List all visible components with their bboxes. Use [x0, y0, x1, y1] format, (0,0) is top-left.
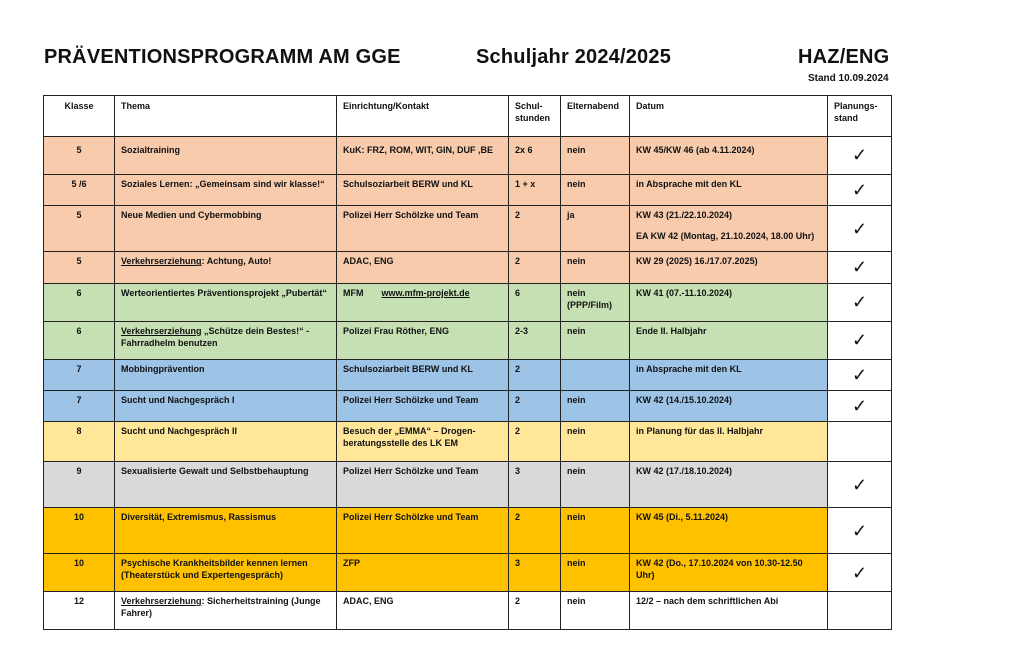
page-title: PRÄVENTIONSPROGRAMM AM GGE — [44, 46, 401, 68]
check-icon: ✓ — [828, 283, 892, 321]
cell-thema: Sucht und Nachgespräch II — [115, 422, 337, 462]
cell-klasse: 10 — [44, 508, 115, 554]
cell-klasse: 9 — [44, 462, 115, 508]
cell-einrichtung: ZFP — [337, 554, 509, 592]
cell-thema: Sexualisierte Gewalt und Selbstbehauptung — [115, 462, 337, 508]
cell-klasse: 5 — [44, 137, 115, 175]
cell-datum: in Absprache mit den KL — [630, 175, 828, 206]
cell-thema: Psychische Krankheitsbilder kennen lernen (Theaterstück und Expertengespräch) — [115, 554, 337, 592]
cell-schulstunden: 3 — [509, 462, 561, 508]
cell-datum — [630, 206, 828, 252]
cell-thema — [115, 252, 337, 283]
check-icon: ✓ — [828, 137, 892, 175]
cell-einrichtung: KuK: FRZ, ROM, WIT, GIN, DUF ,BE — [337, 137, 509, 175]
cell-einrichtung: Polizei Herr Schölzke und Team — [337, 508, 509, 554]
cell-einrichtung: Polizei Herr Schölzke und Team — [337, 462, 509, 508]
cell-thema: Diversität, Extremismus, Rassismus — [115, 508, 337, 554]
table-row — [44, 206, 892, 252]
check-icon: ✓ — [828, 321, 892, 359]
cell-klasse: 7 — [44, 390, 115, 421]
cell-schulstunden: 2x 6 — [509, 137, 561, 175]
cell-elternabend: nein — [561, 175, 630, 206]
cell-einrichtung: Polizei Herr Schölzke und Team — [337, 390, 509, 421]
table-row — [44, 390, 892, 421]
table-row — [44, 592, 892, 630]
cell-schulstunden: 1 + x — [509, 175, 561, 206]
cell-datum: KW 41 (07.-11.10.2024) — [630, 283, 828, 321]
check-icon: ✓ — [828, 554, 892, 592]
datum-line-1: KW 43 (21./22.10.2024) — [636, 210, 733, 221]
check-icon: ✓ — [828, 252, 892, 283]
cell-elternabend: nein — [561, 422, 630, 462]
einrichtung-text: MFM — [343, 287, 364, 298]
cell-elternabend: nein (PPP/Film) — [561, 283, 630, 321]
cell-thema: Neue Medien und Cybermobbing — [115, 206, 337, 252]
table-row — [44, 175, 892, 206]
cell-elternabend: nein — [561, 321, 630, 359]
cell-elternabend: nein — [561, 462, 630, 508]
cell-elternabend: ja — [561, 206, 630, 252]
cell-klasse: 10 — [44, 554, 115, 592]
cell-einrichtung: Polizei Herr Schölzke und Team — [337, 206, 509, 252]
cell-einrichtung: ADAC, ENG — [337, 592, 509, 630]
check-icon: ✓ — [828, 359, 892, 390]
table-row — [44, 252, 892, 283]
cell-schulstunden: 2 — [509, 592, 561, 630]
planungsstand-empty — [828, 422, 892, 462]
cell-schulstunden: 2 — [509, 508, 561, 554]
col-schulstunden: Schul-stunden — [509, 96, 561, 137]
cell-datum: in Absprache mit den KL — [630, 359, 828, 390]
cell-datum: KW 45/KW 46 (ab 4.11.2024) — [630, 137, 828, 175]
cell-klasse: 12 — [44, 592, 115, 630]
col-einrichtung: Einrichtung/Kontakt — [337, 96, 509, 137]
cell-elternabend: nein — [561, 592, 630, 630]
cell-datum: KW 42 (Do., 17.10.2024 von 10.30-12.50 Uhr) — [630, 554, 828, 592]
cell-klasse: 5 /6 — [44, 175, 115, 206]
cell-elternabend — [561, 359, 630, 390]
cell-klasse: 6 — [44, 283, 115, 321]
cell-schulstunden: 3 — [509, 554, 561, 592]
col-planungsstand: Planungs-stand — [828, 96, 892, 137]
table-row — [44, 462, 892, 508]
cell-datum: Ende II. Halbjahr — [630, 321, 828, 359]
cell-klasse: 5 — [44, 252, 115, 283]
cell-schulstunden: 2 — [509, 206, 561, 252]
cell-thema: Sucht und Nachgespräch I — [115, 390, 337, 421]
thema-rest: : Sicherheitstraining (Junge Fahrer) — [121, 596, 321, 619]
cell-schulstunden: 2 — [509, 422, 561, 462]
cell-klasse: 7 — [44, 359, 115, 390]
cell-elternabend: nein — [561, 390, 630, 421]
table-header-row — [44, 96, 892, 137]
planungsstand-empty — [828, 592, 892, 630]
col-datum: Datum — [630, 96, 828, 137]
cell-schulstunden: 2 — [509, 390, 561, 421]
cell-datum: KW 29 (2025) 16./17.07.2025) — [630, 252, 828, 283]
cell-thema: Sozialtraining — [115, 137, 337, 175]
col-elternabend: Elternabend — [561, 96, 630, 137]
cell-elternabend: nein — [561, 252, 630, 283]
cell-schulstunden: 2 — [509, 359, 561, 390]
cell-datum: KW 42 (14./15.10.2024) — [630, 390, 828, 421]
table-row — [44, 508, 892, 554]
table-row — [44, 321, 892, 359]
cell-klasse: 6 — [44, 321, 115, 359]
check-icon: ✓ — [828, 390, 892, 421]
col-thema: Thema — [115, 96, 337, 137]
cell-klasse: 5 — [44, 206, 115, 252]
document-code: HAZ/ENG — [798, 46, 890, 68]
check-icon: ✓ — [828, 175, 892, 206]
cell-einrichtung: Polizei Frau Röther, ENG — [337, 321, 509, 359]
cell-schulstunden: 2-3 — [509, 321, 561, 359]
cell-einrichtung: Schulsoziarbeit BERW und KL — [337, 359, 509, 390]
cell-schulstunden: 2 — [509, 252, 561, 283]
check-icon: ✓ — [828, 206, 892, 252]
cell-einrichtung: Schulsoziarbeit BERW und KL — [337, 175, 509, 206]
mfm-link[interactable]: www.mfm-projekt.de — [381, 287, 470, 298]
cell-elternabend: nein — [561, 554, 630, 592]
cell-schulstunden: 6 — [509, 283, 561, 321]
table-row — [44, 283, 892, 321]
cell-thema: Soziales Lernen: „Gemeinsam sind wir klasse!“ — [115, 175, 337, 206]
cell-einrichtung: ADAC, ENG — [337, 252, 509, 283]
cell-klasse: 8 — [44, 422, 115, 462]
thema-rest: : Achtung, Auto! — [201, 256, 272, 267]
thema-underlined: Verkehrserziehung — [121, 256, 202, 267]
table-row — [44, 554, 892, 592]
cell-thema: Mobbingprävention — [115, 359, 337, 390]
cell-elternabend: nein — [561, 508, 630, 554]
thema-rest: „Schütze dein Bestes!“ - Fahrradhelm benutzen — [121, 325, 310, 348]
cell-elternabend: nein — [561, 137, 630, 175]
cell-datum: in Planung für das II. Halbjahr — [630, 422, 828, 462]
table-row — [44, 422, 892, 462]
col-klasse: Klasse — [44, 96, 115, 137]
cell-thema — [115, 321, 337, 359]
thema-underlined: Verkehrserziehung — [121, 596, 202, 607]
cell-einrichtung — [337, 283, 509, 321]
cell-thema: Werteorientiertes Präventionsprojekt „Pubertät“ — [115, 283, 337, 321]
school-year: Schuljahr 2024/2025 — [476, 46, 672, 68]
stand-date: Stand 10.09.2024 — [808, 73, 889, 84]
cell-datum: KW 45 (Di., 5.11.2024) — [630, 508, 828, 554]
check-icon: ✓ — [828, 508, 892, 554]
cell-einrichtung: Besuch der „EMMA“ – Drogen-beratungsstelle des LK EM — [337, 422, 509, 462]
thema-underlined: Verkehrserziehung — [121, 325, 202, 336]
program-table — [43, 95, 892, 630]
check-icon: ✓ — [828, 462, 892, 508]
cell-datum: 12/2 – nach dem schriftlichen Abi — [630, 592, 828, 630]
cell-thema — [115, 592, 337, 630]
table-row — [44, 137, 892, 175]
table-row — [44, 359, 892, 390]
cell-datum: KW 42 (17./18.10.2024) — [630, 462, 828, 508]
datum-line-2: EA KW 42 (Montag, 21.10.2024, 18.00 Uhr) — [636, 231, 815, 242]
